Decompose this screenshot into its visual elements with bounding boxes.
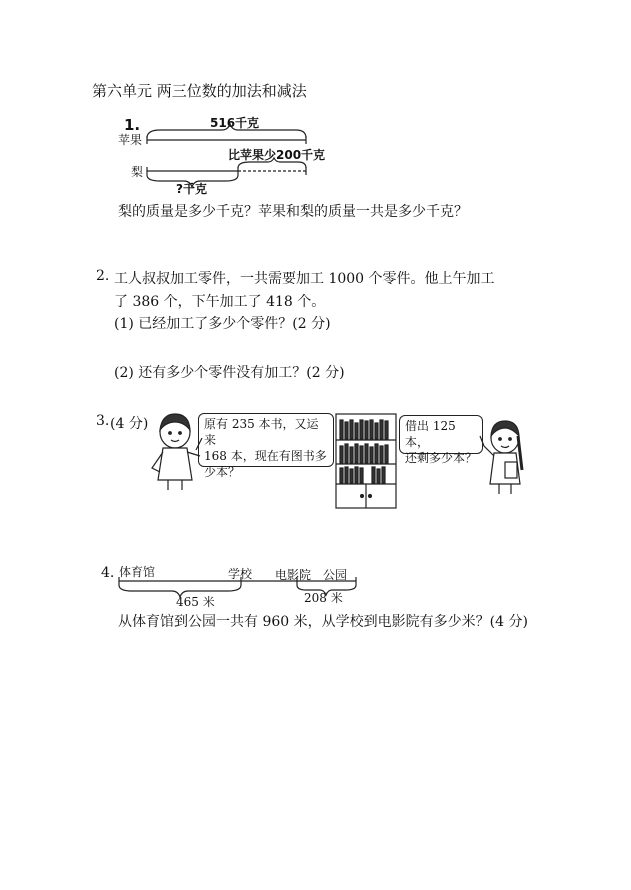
q2-number: 2.: [96, 268, 110, 284]
bookshelf-illustration: [336, 414, 396, 508]
q1-apple-brace: [147, 124, 306, 138]
q2-sub2: (2) 还有多少个零件没有加工？(2 分): [114, 365, 345, 381]
bubble-right-line1: 借出 125 本，: [405, 419, 456, 449]
q3-number: 3.: [96, 413, 110, 429]
q1-difference: 比苹果少200千克: [228, 148, 326, 162]
q1-apple-label: 苹果: [118, 133, 143, 147]
bubble-left-line3: 少本？: [204, 465, 241, 479]
q4-place-park: 公园: [323, 568, 348, 582]
q4-number: 4.: [101, 565, 115, 581]
girl-right-illustration: [480, 421, 522, 494]
q2-line1: 工人叔叔加工零件，一共需要加工 1000 个零件。他上午加工: [114, 271, 495, 287]
q1-difference-brace: [238, 158, 306, 168]
bubble-left-line2: 168 本，现在有图书多: [204, 449, 327, 463]
page-title: 第六单元 两三位数的加法和减法: [92, 82, 307, 100]
q4-line-diagram: [119, 577, 356, 597]
q4-question: 从体育馆到公园一共有 960 米，从学校到电影院有多少米？(4 分): [118, 614, 528, 630]
bubble-left-line1: 原有 235 本书，又运来: [204, 417, 319, 447]
bubble-right-line2: 还剩多少本？: [405, 451, 478, 465]
q1-pear-brace: [147, 175, 238, 187]
q4-brace-cinema-park: [297, 585, 356, 595]
q1-pear-unknown: ?千克: [176, 182, 207, 196]
q1-number: 1.: [124, 116, 141, 134]
q1-apple-total: 516千克: [210, 116, 260, 130]
q4-brace-gym-school: [119, 585, 241, 597]
q2-sub1: (1) 已经加工了多少个零件？(2 分): [114, 316, 331, 332]
q4-place-cinema: 电影院: [275, 568, 312, 582]
q1-line-diagram: [147, 124, 306, 187]
q3-points: (4 分): [110, 416, 149, 432]
q1-pear-label: 梨: [131, 165, 144, 179]
q4-place-gym: 体育馆: [119, 565, 156, 579]
q4-place-school: 学校: [228, 567, 253, 581]
q4-dist-gym-school: 465 米: [176, 595, 215, 609]
q1-question: 梨的质量是多少千克？苹果和梨的质量一共是多少千克？: [118, 204, 468, 220]
girl-left-illustration: [152, 414, 202, 490]
q2-line2: 了 386 个，下午加工了 418 个。: [114, 294, 326, 310]
q4-dist-cinema-park: 208 米: [304, 591, 343, 605]
